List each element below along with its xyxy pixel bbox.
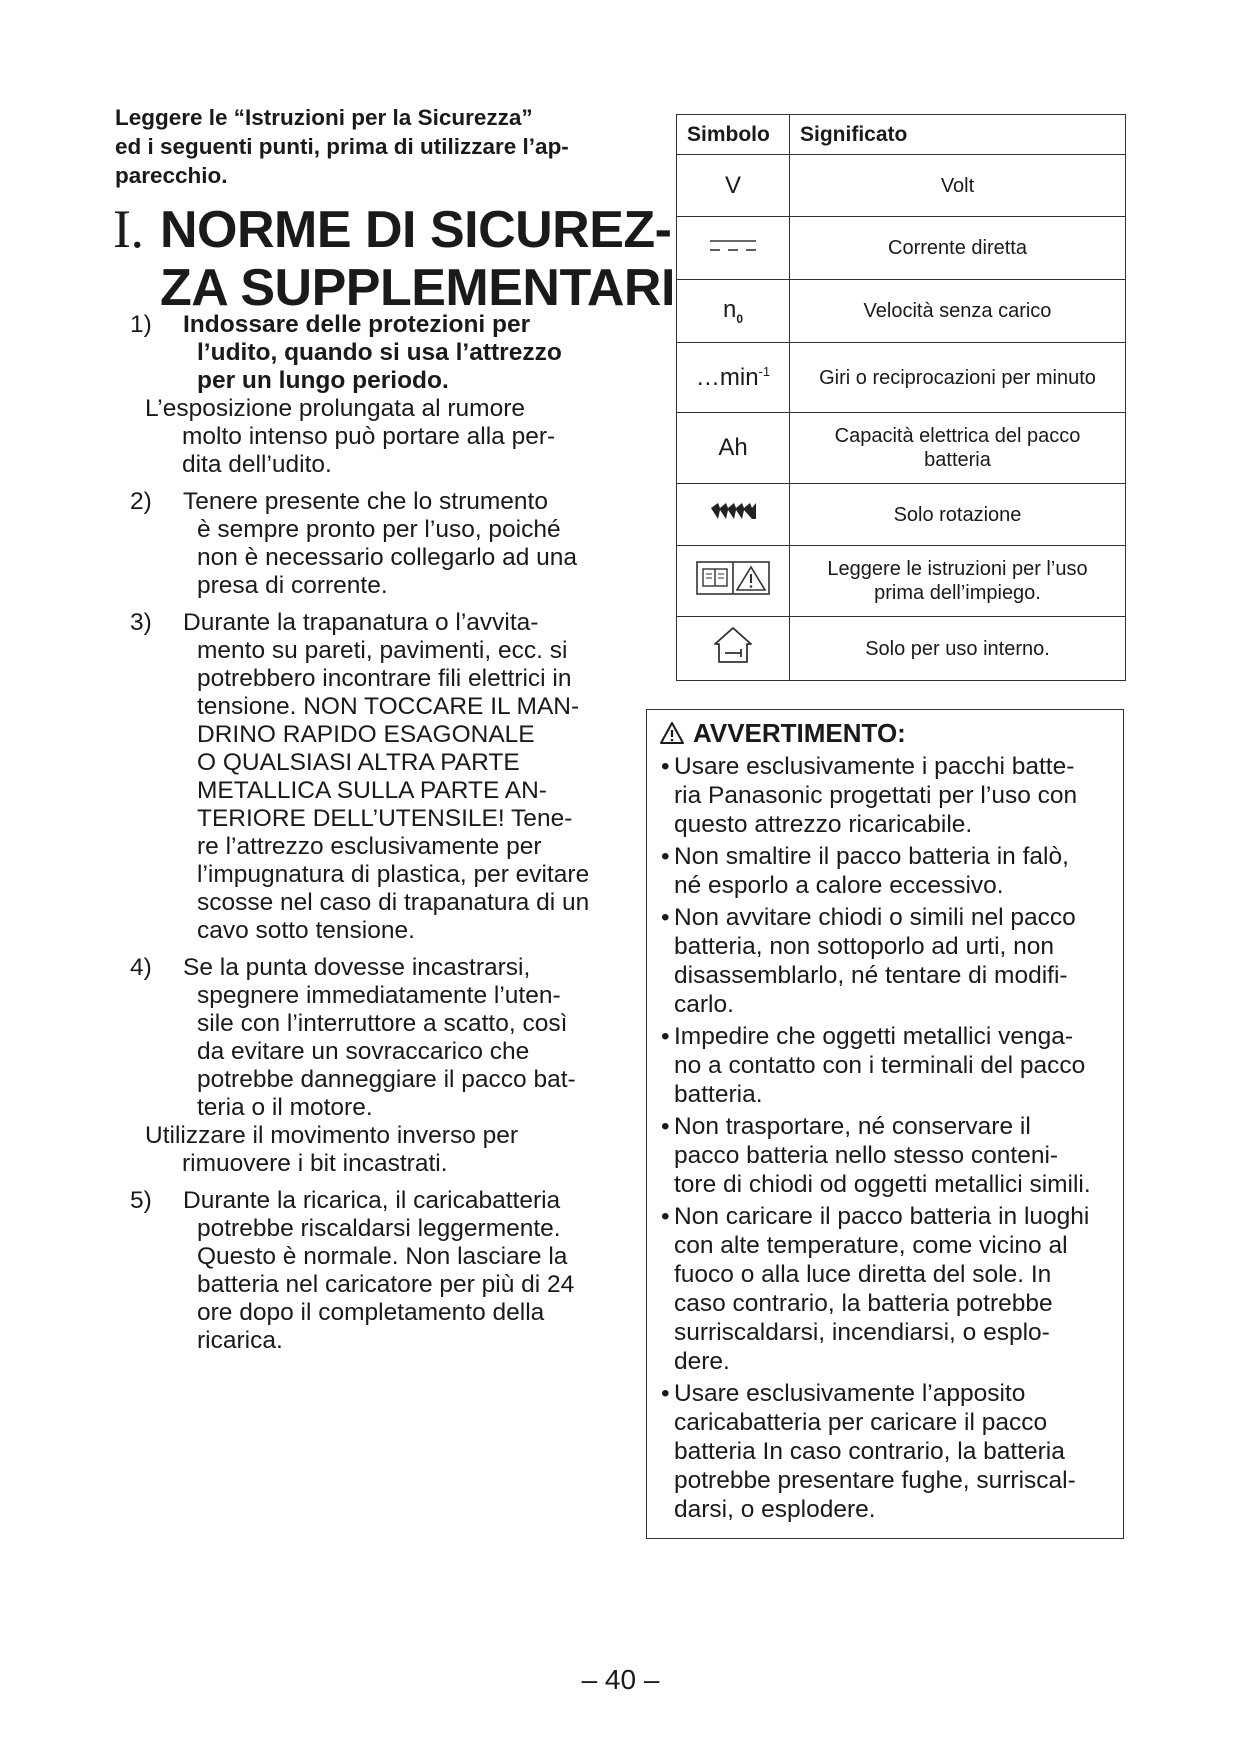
list-item (661, 842, 1121, 900)
meaning-cell: Giri o reciprocazioni per minuto (790, 343, 1126, 413)
bullet: • (661, 1380, 670, 1407)
list-item (661, 1112, 1121, 1199)
item-number: 4) (130, 954, 152, 981)
note-line: rimuovere i bit incastrati. (182, 1150, 448, 1177)
symbol-cell (677, 155, 790, 217)
table-header-row (677, 115, 1126, 155)
bullet: • (661, 753, 670, 780)
item-line: fuoco o alla luce diretta del sole. In (674, 1261, 1052, 1288)
item-line: batteria nel caricatore per più di 24 (197, 1271, 575, 1298)
item-line: scosse nel caso di trapanatura di un (197, 889, 590, 916)
symbol-cell (677, 217, 790, 280)
item-line: spegnere immediatamente l’uten- (197, 982, 561, 1009)
symbol-cell (677, 343, 790, 413)
meaning-cell: Capacità elettrica del pacco batteria (790, 413, 1126, 484)
header-meaning: Significato (790, 115, 1126, 155)
intro-line: Leggere le “Istruzioni per la Sicurezza” (115, 105, 533, 130)
table-row (677, 484, 1126, 546)
page-number: – 40 – (581, 1664, 660, 1695)
item-line: re l’attrezzo esclusivamente per (197, 833, 542, 860)
table-row (677, 546, 1126, 617)
item-line: tore di chiodi od oggetti metallici simili. (674, 1171, 1091, 1198)
safety-items-list (130, 311, 630, 1364)
table-row (677, 217, 1126, 280)
item-line: no a contatto con i terminali del pacco (674, 1052, 1086, 1079)
meaning-cell: Velocità senza carico (790, 280, 1126, 343)
symbol-subscript: 0 (736, 311, 744, 326)
item-line: mento su pareti, pavimenti, ecc. si (197, 637, 568, 664)
symbol-superscript: -1 (758, 363, 771, 379)
note-line: Utilizzare il movimento inverso per (145, 1122, 519, 1149)
section-title-line1: NORME DI SICUREZ- (160, 201, 672, 259)
item-line: l’impugnatura di plastica, per evitare (197, 861, 590, 888)
item-number: 1) (130, 311, 152, 338)
symbol-cell (677, 280, 790, 343)
bullet: • (661, 843, 670, 870)
header-symbol: Simbolo (677, 115, 790, 155)
item-line: Durante la ricarica, il caricabatteria (183, 1187, 561, 1214)
warning-list (661, 752, 1121, 1527)
item-line: surriscaldarsi, incendiarsi, o esplo- (674, 1319, 1050, 1346)
warning-title (659, 718, 906, 749)
note-line: L’esposizione prolungata al rumore (145, 395, 525, 422)
item-line: caso contrario, la batteria potrebbe (674, 1290, 1053, 1317)
item-number: 3) (130, 609, 152, 636)
table-row (677, 617, 1126, 681)
item-line: Non avvitare chiodi o simili nel pacco (674, 904, 1076, 931)
item-line: pacco batteria nello stesso conteni- (674, 1142, 1059, 1169)
list-item (661, 1202, 1121, 1376)
list-item (130, 311, 630, 395)
item-line: non è necessario collegarlo ad una (197, 544, 578, 571)
item-line: ricarica. (197, 1327, 283, 1354)
item-line: Usare esclusivamente l’apposito (674, 1380, 1026, 1407)
item-line: potrebbero incontrare fili elettrici in (197, 665, 572, 692)
meaning-cell: Leggere le istruzioni per l’uso prima dell’impiego. (790, 546, 1126, 617)
table-row (677, 155, 1126, 217)
item-line: METALLICA SULLA PARTE AN- (197, 777, 547, 804)
symbol-cell (677, 484, 790, 546)
note-line: molto intenso può portare alla per- (182, 423, 556, 450)
item-line: tensione. NON TOCCARE IL MAN- (197, 693, 580, 720)
item-line: darsi, o esplodere. (674, 1496, 876, 1523)
item-line: sile con l’interruttore a scatto, così (197, 1010, 568, 1037)
list-item (130, 488, 630, 600)
list-item (661, 1379, 1121, 1524)
intro-line: ed i seguenti punti, prima di utilizzare l’ap- (115, 134, 569, 159)
item-line: Durante la trapanatura o l’avvita- (183, 609, 539, 636)
volt-symbol: V (724, 171, 741, 199)
intro-paragraph (115, 103, 635, 190)
list-item (661, 903, 1121, 1019)
meaning-cell: Volt (790, 155, 1126, 217)
symbol-table (676, 114, 1126, 681)
item-line: batteria, non sottoporlo ad urti, non (674, 933, 1055, 960)
item-line: caricabatteria per caricare il pacco (674, 1409, 1048, 1436)
symbol-cell (677, 617, 790, 681)
warning-box (646, 709, 1124, 1539)
table-row (677, 413, 1126, 484)
item-line: teria o il motore. (197, 1094, 373, 1121)
indoor-use-icon (711, 625, 755, 665)
item-line: potrebbe presentare fughe, surriscal- (674, 1467, 1076, 1494)
warning-triangle-icon (659, 721, 685, 745)
item-line: questo attrezzo ricaricabile. (674, 811, 973, 838)
item-line: TERIORE DELL’UTENSILE! Tene- (197, 805, 573, 832)
item-line: Impedire che oggetti metallici venga- (674, 1023, 1074, 1050)
meaning-cell: Solo per uso interno. (790, 617, 1126, 681)
item-line: carlo. (674, 991, 734, 1018)
list-item (661, 752, 1121, 839)
note-line: dita dell’udito. (182, 451, 332, 478)
item-line: ore dopo il completamento della (197, 1299, 545, 1326)
item-line: O QUALSIASI ALTRA PARTE (197, 749, 520, 776)
list-item (130, 609, 630, 945)
item-line: Indossare delle protezioni per (183, 311, 531, 338)
bullet: • (661, 1023, 670, 1050)
item-line: l’udito, quando si usa l’attrezzo (197, 339, 562, 366)
intro-line: parecchio. (115, 163, 228, 188)
item-line: Tenere presente che lo strumento (183, 488, 548, 515)
item-line: presa di corrente. (197, 572, 388, 599)
item-line: né esporlo a calore eccessivo. (674, 872, 1004, 899)
item-line: cavo sotto tensione. (197, 917, 415, 944)
item-line: Questo è normale. Non lasciare la (197, 1243, 568, 1270)
no-load-speed-symbol: n (722, 296, 737, 324)
item-line: Usare esclusivamente i pacchi batte- (674, 753, 1075, 780)
read-instructions-icon (695, 559, 771, 597)
section-numeral: I. (113, 199, 144, 259)
symbol-cell (677, 413, 790, 484)
list-item (130, 954, 630, 1122)
item-line: disassemblarlo, né tentare di modifi- (674, 962, 1068, 989)
item-line: Non caricare il pacco batteria in luoghi (674, 1203, 1090, 1230)
item-line: DRINO RAPIDO ESAGONALE (197, 721, 535, 748)
item-line: per un lungo periodo. (197, 367, 449, 394)
item-number: 5) (130, 1187, 152, 1214)
section-title-line2: ZA SUPPLEMENTARI (160, 259, 675, 317)
item-line: potrebbe danneggiare il pacco bat- (197, 1066, 576, 1093)
amp-hour-symbol: Ah (718, 434, 748, 461)
list-item (130, 1187, 630, 1355)
table-row (677, 343, 1126, 413)
bullet: • (661, 1203, 670, 1230)
meaning-cell: Corrente diretta (790, 217, 1126, 280)
item-line: potrebbe riscaldarsi leggermente. (197, 1215, 561, 1242)
dc-current-icon (708, 235, 758, 255)
item-bold-text (183, 311, 630, 395)
item-line: Se la punta dovesse incastrarsi, (183, 954, 531, 981)
item-line: dere. (674, 1348, 730, 1375)
item-line: Non trasportare, né conservare il (674, 1113, 1031, 1140)
section-heading (113, 199, 675, 317)
warning-title-text: AVVERTIMENTO: (693, 718, 906, 748)
item-line: è sempre pronto per l’uso, poiché (197, 516, 561, 543)
meaning-cell: Solo rotazione (790, 484, 1126, 546)
per-minute-symbol: …min (695, 363, 759, 391)
bullet: • (661, 904, 670, 931)
rotation-only-icon (708, 500, 758, 522)
item-note (130, 1122, 630, 1178)
item-line: batteria. (674, 1081, 763, 1108)
bullet: • (661, 1113, 670, 1140)
item-line: batteria In caso contrario, la batteria (674, 1438, 1065, 1465)
list-item (661, 1022, 1121, 1109)
symbol-cell (677, 546, 790, 617)
item-line: Non smaltire il pacco batteria in falò, (674, 843, 1069, 870)
item-number: 2) (130, 488, 152, 515)
item-line: da evitare un sovraccarico che (197, 1038, 530, 1065)
item-line: ria Panasonic progettati per l’uso con (674, 782, 1078, 809)
table-row (677, 280, 1126, 343)
item-note (130, 395, 630, 479)
item-line: con alte temperature, come vicino al (674, 1232, 1068, 1259)
